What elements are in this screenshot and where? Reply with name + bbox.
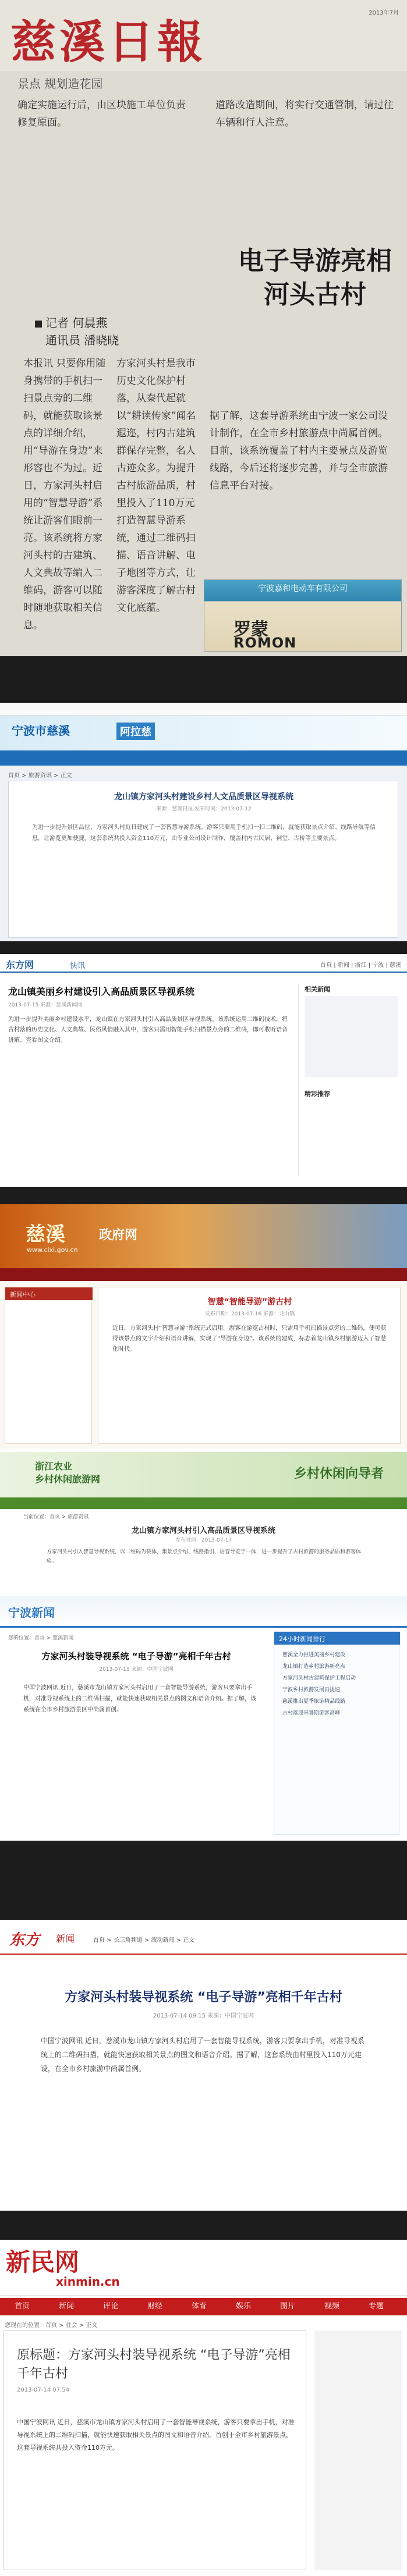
ningbo-news-screenshot: [0, 1596, 407, 1841]
sidebar-box: [305, 996, 398, 1077]
site-header: [0, 2240, 407, 2296]
ranking-list: [282, 1649, 393, 1719]
newspaper-brand: 慈溪日報: [10, 16, 207, 69]
channel-name[interactable]: 新闻: [56, 1933, 75, 1944]
channel-name[interactable]: 快讯: [70, 962, 86, 970]
previous-article-heading: 景点 规划造花园: [17, 77, 103, 91]
breadcrumb[interactable]: 您的位置：首页 > 慈溪新闻: [8, 1635, 74, 1641]
newspaper-date: 2013年7月: [369, 10, 399, 16]
article-body: 中国宁波网讯 近日，慈溪市龙山镇方家河头村启用了一套智能导游系统，游客只要拿出手机，对准导视系统上的二维码扫描，就能快速获取相关景点的图文和语音介绍。据了解，该系统在全市乡村旅游景区中尚属首创。: [23, 1685, 256, 1713]
site-logo-line2: 乡村休闲旅游网: [35, 1474, 101, 1485]
site-logo[interactable]: 慈溪: [26, 1223, 65, 1246]
site-sublogo[interactable]: 阿拉慈: [116, 723, 155, 740]
site-header: [0, 954, 407, 973]
eastday-screenshot: [0, 954, 407, 1187]
nav-item[interactable]: 首页: [14, 2302, 30, 2311]
article-body: 方家河头村引入智慧导视系统，以二维码为载体，集景点介绍、线路指引、语音导览于一体，进一步提升了古村旅游的服务品质和游客体验。: [47, 1549, 362, 1564]
ranking-sidebar: [274, 1631, 399, 1835]
xinmin-screenshot: [0, 2240, 407, 2576]
site-logo-en[interactable]: xinmin.cn: [56, 2275, 120, 2289]
rural-tourism-screenshot: [0, 1452, 407, 1596]
site-logo[interactable]: 宁波新闻: [8, 1606, 55, 1620]
ranking-item[interactable]: 龙山镇打造乡村旅游新亮点: [282, 1664, 346, 1670]
advertisement-photo: [204, 579, 402, 652]
site-banner: [0, 1204, 407, 1268]
sidebar: [314, 2331, 402, 2570]
article-column-2: 方家河头村是我市历史文化保护村落，从秦代起就以“耕读传家”闻名遐迩，村内古建筑群保存完整，名人古迹众多。为提升古村旅游品质，村里投入了110万元打造智慧导游系统，通过二维码扫描、语音讲解、电子地图等方式，让游客深度了解古村文化底蕴。: [116, 358, 196, 614]
nav-item[interactable]: 评论: [102, 2302, 118, 2311]
article-body: 中国宁波网讯 近日，慈溪市龙山镇方家河头村启用了一套智能导视系统，游客只要拿出手机，对准导视系统上的二维码扫描，就能快速获取相关景点的图文和语音介绍。据了解，这套系统由村里投入110万元建设，在全市乡村旅游中尚属首例。: [41, 2037, 364, 2073]
article-column-3: 据了解，这套导游系统由宁波一家公司设计制作，在全市乡村旅游点中尚属首例。目前，该系统覆盖了村内主要景点及游览线路，今后还将逐步完善，并与全市旅游信息平台对接。: [210, 410, 388, 492]
nav-item[interactable]: 娱乐: [235, 2302, 251, 2311]
site-url: www.cixi.gov.cn: [27, 1246, 78, 1254]
article-meta: 2013-07-15 来源：中国宁波网: [99, 1667, 174, 1673]
ranking-item[interactable]: 方家河头村古建筑保护工程启动: [282, 1675, 356, 1681]
main-nav[interactable]: [0, 1497, 407, 1509]
breadcrumb[interactable]: 当前位置：首页 > 旅游资讯: [23, 1514, 89, 1520]
top-bar: [0, 703, 407, 716]
ranking-item[interactable]: 慈溪推出夏季旅游精品线路: [282, 1699, 346, 1705]
newspaper-clipping: [0, 0, 407, 656]
article-title: 方家河头村装导视系统 “电子导游”亮相千年古村: [65, 1990, 342, 2005]
site-logo-suffix[interactable]: 政府网: [99, 1228, 138, 1243]
site-header: [0, 1596, 407, 1628]
site-logo[interactable]: 宁波市慈溪: [12, 724, 70, 738]
left-column-heading[interactable]: 新闻中心: [5, 1287, 93, 1300]
divider: [0, 1841, 407, 1920]
cixi-gov-screenshot: [0, 1204, 407, 1449]
site-logo-line1: 浙江农业: [35, 1461, 73, 1472]
ranking-item[interactable]: 古村落迎来暑期游客高峰: [282, 1710, 341, 1716]
breadcrumb[interactable]: 首页 > 旅游资讯 > 正文: [8, 773, 72, 779]
site-slogan: 乡村休闲向导者: [293, 1466, 384, 1481]
article-meta: 发布日期：2013-07-16 来源：龙山镇: [204, 1311, 295, 1317]
article-body: 为进一步提升美丽乡村建设水平，龙山镇在方家河头村引入高品质景区导视系统。该系统运用二维码技术，将古村落的历史文化、人文典故、民俗风情融入其中，游客只需用智能手机扫描景点旁的二维码，即可收听语音讲解、查看图文介绍。: [8, 1016, 288, 1044]
article-title: 智慧“智能导游”游古村: [207, 1297, 292, 1307]
ranking-heading: 24小时新闻排行: [274, 1632, 400, 1645]
top-column-right: 道路改造期间，将实行交通管制，请过往车辆和行人注意。: [215, 99, 394, 129]
article-body: 中国宁波网讯 近日，慈溪市龙山镇方家河头村启用了一套智能导视系统，游客只要拿出手机，对准导视系统上的二维码扫描，就能快速获取相关景点的图文和语音介绍。首创于全市乡村旅游景点，这套导视系统共投入资金110万元。: [17, 2418, 295, 2452]
site-logo[interactable]: 东方: [9, 1931, 40, 1949]
site-banner: [0, 1452, 407, 1497]
article-card: [98, 1287, 401, 1444]
breadcrumb[interactable]: 首页 > 长三角频道 > 滚动新闻 > 正文: [93, 1937, 195, 1944]
ranking-item[interactable]: 宁波乡村旅游发展再提速: [282, 1687, 341, 1693]
header-rule: [0, 1954, 407, 1955]
divider: [0, 941, 407, 954]
site-logo[interactable]: 新民网: [6, 2248, 80, 2276]
left-column: [5, 1287, 92, 1444]
cnnb-screenshot: [0, 1920, 407, 2211]
article-meta: 发布时间：2013-07-17: [175, 1538, 232, 1543]
cixi-portal-screenshot: [0, 703, 407, 941]
nav-item[interactable]: 图片: [279, 2302, 295, 2311]
breadcrumb[interactable]: 您现在的位置：首页 > 社会 > 正文: [5, 2322, 98, 2329]
article-title: 原标题：方家河头村装导视系统 “电子导游”亮相千年古村: [17, 2348, 291, 2381]
newspaper-masthead: [0, 0, 407, 71]
divider: [0, 656, 407, 703]
sidebar-heading-2: 精彩推荐: [305, 1090, 330, 1098]
byline-correspondent: 通讯员 潘晓晓: [45, 333, 119, 347]
bullet-square-icon: [35, 321, 42, 328]
nav-item[interactable]: 体育: [191, 2302, 207, 2311]
article-headline: 电子导游亮相河头古村: [238, 246, 392, 309]
article-card: [8, 781, 398, 938]
top-nav[interactable]: 首页 | 新闻 | 浙江 | 宁波 | 慈溪: [320, 962, 401, 969]
article-meta: 2013-07-14 09:15 来源：中国宁波网: [153, 2013, 254, 2019]
sidebar: [298, 984, 399, 1176]
article-title: 龙山镇美丽乡村建设引入高品质景区导视系统: [8, 986, 195, 997]
romon-logo-en: ROMON: [233, 635, 297, 651]
ranking-item[interactable]: 慈溪全力推进美丽乡村建设: [282, 1652, 346, 1658]
top-column-left: 确定实施运行后，由区块施工单位负责修复原面。: [17, 99, 186, 129]
article-column-1: 本报讯 只要你用随身携带的手机扫一扫景点旁的二维码，就能获取该景点的详细介绍，用“导游在身边”来形容也不为过。近日，方家河头村启用的“智慧导游”系统让游客们眼前一亮。该系统将方家河头村的古建筑、人文典故等编入二维码，游客可以随时随地获取相关信息。: [23, 358, 106, 631]
article-card: [3, 2331, 306, 2570]
article-title: 龙山镇方家河头村引入高品质景区导视系统: [131, 1527, 275, 1535]
site-logo[interactable]: [35, 1460, 100, 1486]
nav-item[interactable]: 财经: [147, 2302, 162, 2311]
main-nav: [0, 2298, 407, 2315]
site-logo[interactable]: 东方网: [6, 959, 34, 970]
divider: [0, 2211, 407, 2240]
article-body: 为进一步提升景区品位，方家河头村近日建成了一套智慧导游系统。游客只要用手机扫一扫二维码，就能获取景点介绍、线路导航等信息，让游览更加便捷。这套系统共投入资金110万元，由专业公司设计制作，覆盖村内古民居、祠堂、古桥等主要景点。: [32, 824, 376, 842]
article-byline: [35, 314, 119, 349]
nav-item[interactable]: 专题: [368, 2302, 384, 2311]
photo-caption: 宁波嘉和电动车有限公司: [258, 584, 348, 593]
sidebar-heading: 相关新闻: [305, 985, 330, 993]
article-title: 龙山镇方家河头村建设乡村人文品质景区导视系统: [114, 792, 293, 802]
romon-logo-cn: 罗蒙: [233, 620, 268, 640]
article-meta: 2013-07-15 来源：慈溪新闻网: [8, 1002, 83, 1008]
nav-item[interactable]: 视频: [324, 2302, 339, 2311]
main-nav[interactable]: [0, 750, 407, 766]
article-title: 方家河头村装导视系统 “电子导游”亮相千年古村: [41, 1651, 231, 1661]
article-meta: 2013-07-14 07:54: [17, 2387, 70, 2393]
nav-item[interactable]: 新闻: [58, 2302, 74, 2311]
article-body: 近日，方家河头村“智慧导游”系统正式启用。游客在游览古村时，只需用手机扫描景点旁的二维码，便可获得该景点的文字介绍和语音讲解，实现了“导游在身边”。该系统的建成，标志着龙山镇乡村旅游迈入了智慧化时代。: [112, 1325, 387, 1353]
article-meta: 来源：慈溪日报 发布时间：2013-07-12: [156, 806, 252, 812]
main-nav[interactable]: [0, 1268, 407, 1281]
divider: [0, 1187, 407, 1204]
byline-reporter: 记者 何晨燕: [45, 316, 108, 330]
